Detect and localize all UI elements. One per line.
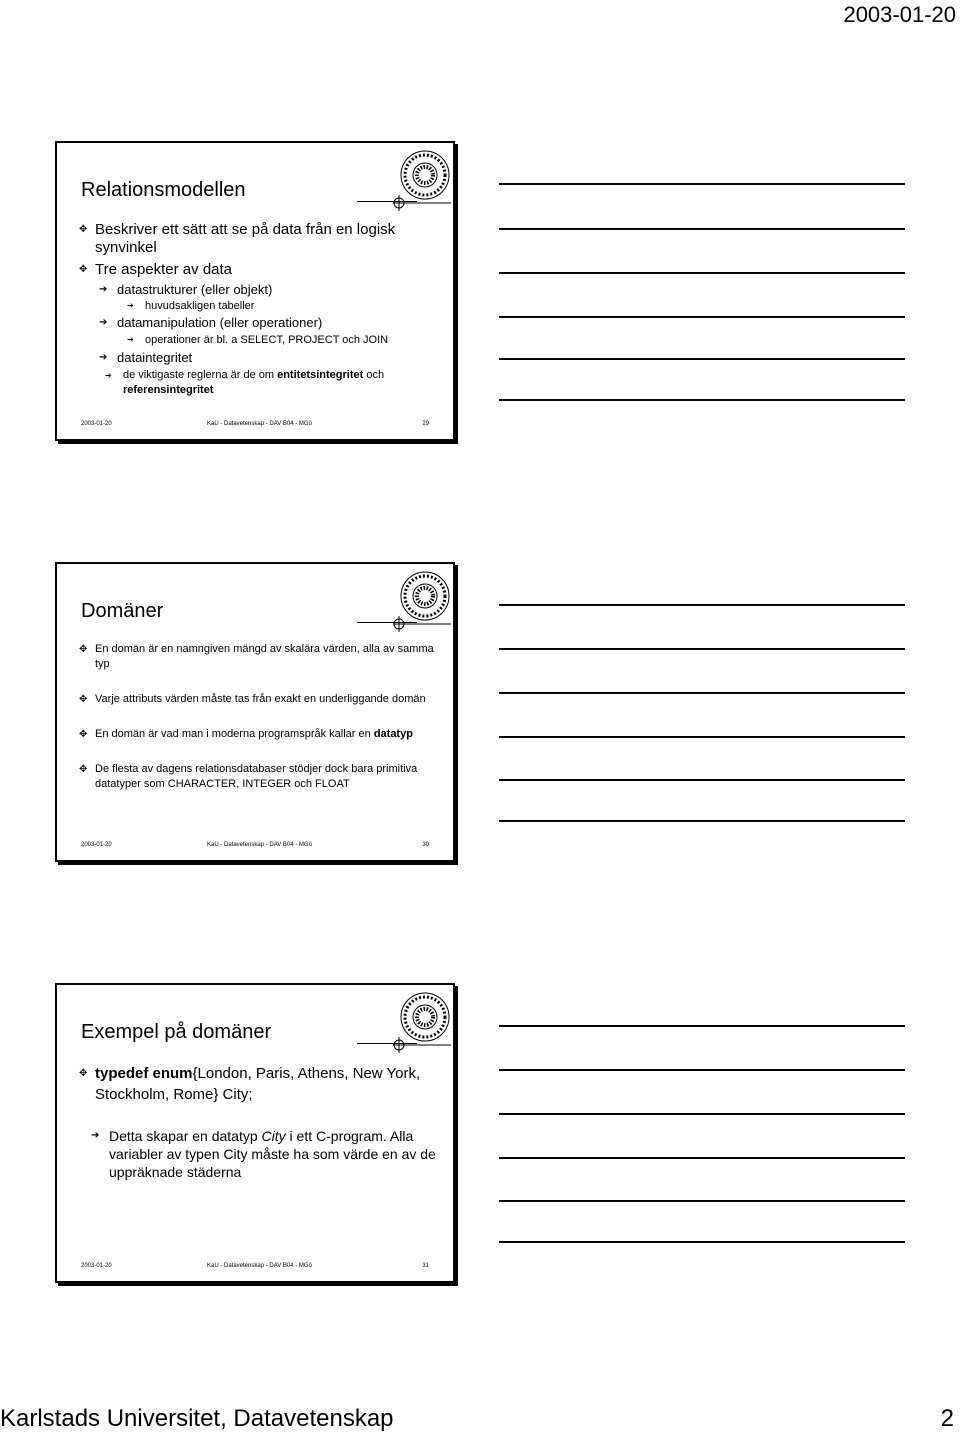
slide-number: 29: [422, 421, 429, 427]
arrow-bullet-icon: ➔: [99, 284, 108, 295]
notes-line: [499, 1200, 905, 1202]
notes-line: [499, 692, 905, 694]
slide-title: Domäner: [81, 600, 164, 622]
cross-bullet-icon: ✥: [79, 694, 88, 705]
page-footer-institution: Karlstads Universitet, Datavetenskap: [0, 1405, 394, 1432]
arrow-bullet-icon: ➔: [127, 301, 134, 310]
notes-line: [499, 316, 905, 318]
title-rule: [357, 622, 417, 623]
notes-line: [499, 779, 905, 781]
notes-line: [499, 1069, 905, 1071]
notes-line: [499, 604, 905, 606]
cross-bullet-icon: ✥: [79, 264, 88, 275]
slide-number: 30: [422, 842, 429, 848]
notes-line: [499, 1241, 905, 1243]
notes-line: [499, 228, 905, 230]
list-item: ➔ operationer är bl. a SELECT, PROJECT och JOIN: [127, 334, 389, 346]
notes-line: [499, 358, 905, 360]
list-item: ✥ Tre aspekter av data: [79, 261, 233, 278]
slide-30: [55, 562, 455, 862]
slide-footer-date: 2003-01-20: [81, 421, 112, 427]
list-item: ✥ En domän är en namngiven mängd av skalära värden, alla av samma typ: [79, 643, 434, 670]
cross-bullet-icon: ✥: [79, 644, 88, 655]
slide-number: 31: [422, 1263, 429, 1269]
arrow-bullet-icon: ➔: [99, 352, 108, 363]
slide-footer-date: 2003-01-20: [81, 842, 112, 848]
arrow-bullet-icon: ➔: [105, 371, 112, 380]
notes-line: [499, 820, 905, 822]
arrow-bullet-icon: ➔: [91, 1130, 100, 1141]
notes-line: [499, 1113, 905, 1115]
list-item: ✥ De flesta av dagens relationsdatabaser stödjer dock bara primitiva datatyper som CHARACTER, INTEGER och FLOAT: [79, 763, 418, 790]
list-item: ✥ Beskriver ett sätt att se på data från en logisk synvinkel: [79, 221, 396, 256]
cross-bullet-icon: ✥: [79, 1068, 88, 1079]
title-rule: [357, 201, 417, 202]
slide-footer-date: 2003-01-20: [81, 1263, 112, 1269]
bullet-list: [79, 642, 441, 792]
page-number: 2: [940, 1405, 954, 1432]
notes-line: [499, 272, 905, 274]
list-item: ➔ huvudsakligen tabeller: [127, 300, 255, 312]
list-item: ➔ datastrukturer (eller objekt): [99, 282, 273, 297]
slide-footer-center: KaU - Datavetenskap - DAV B04 - MGö: [207, 1263, 312, 1269]
title-rule: [357, 1043, 417, 1044]
list-item: ➔ datamanipulation (eller operationer): [99, 315, 323, 330]
list-item: ➔ Detta skapar en datatyp City i ett C-program. Alla variabler av typen City måste ha som värde en av de uppräknade städerna: [91, 1128, 436, 1180]
slide-title: Relationsmodellen: [81, 179, 246, 201]
notes-line: [499, 1157, 905, 1159]
bullet-list: [79, 1063, 441, 1181]
arrow-bullet-icon: ➔: [127, 335, 134, 344]
page-date: 2003-01-20: [843, 2, 956, 27]
notes-line: [499, 399, 905, 401]
slide-footer-center: KaU - Datavetenskap - DAV B04 - MGö: [207, 842, 312, 848]
slide-footer-center: KaU - Datavetenskap - DAV B04 - MGö: [207, 421, 312, 427]
notes-line: [499, 648, 905, 650]
list-item: ➔ dataintegritet: [79, 348, 441, 368]
list-item: ✥ Varje attributs värden måste tas från exakt en underliggande domän: [79, 693, 426, 705]
slide-29: [55, 141, 455, 441]
cross-bullet-icon: ✥: [79, 729, 88, 740]
notes-line: [499, 183, 905, 185]
list-item: ✥ typedef enum{London, Paris, Athens, New York, Stockholm, Rome} City;: [79, 1065, 421, 1103]
slide-title: Exempel på domäner: [81, 1021, 272, 1043]
list-item: ➔ de viktigaste reglerna är de om entitetsintegritet och referensintegritet: [105, 369, 385, 396]
list-item: ✥ En domän är vad man i moderna programspråk kallar en datatyp: [79, 728, 413, 740]
cross-bullet-icon: ✥: [79, 224, 88, 235]
arrow-bullet-icon: ➔: [99, 317, 108, 328]
notes-line: [499, 736, 905, 738]
cross-bullet-icon: ✥: [79, 764, 88, 775]
slide-31: [55, 983, 455, 1283]
bullet-list: [79, 221, 441, 398]
notes-line: [499, 1025, 905, 1027]
